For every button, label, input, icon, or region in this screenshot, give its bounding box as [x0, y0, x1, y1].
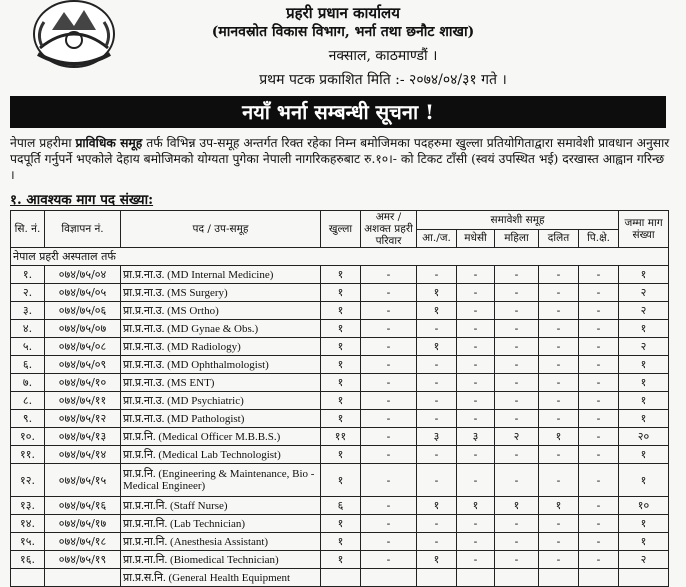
section-title: १. आवश्यक माग पद संख्या:: [10, 192, 154, 208]
cell-sn: १३.: [11, 497, 45, 515]
cell-adv: ०७४/७५/१०: [45, 374, 121, 392]
cell-martyr: -: [361, 320, 417, 338]
cell-madhesi: ३: [457, 428, 495, 446]
cell-aj: -: [417, 515, 457, 533]
group-row: नेपाल प्रहरी अस्पताल तर्फ: [11, 248, 669, 266]
cell-mahila: -: [495, 392, 539, 410]
cell-post: प्रा.प्र.ना.उ. (MD Internal Medicine): [121, 266, 321, 284]
cell-adv: ०७४/७५/१३: [45, 428, 121, 446]
cell-madhesi: -: [457, 284, 495, 302]
cell-aj: १: [417, 497, 457, 515]
cell-adv: [45, 569, 121, 587]
table-row: [11, 428, 669, 446]
cell-madhesi: -: [457, 338, 495, 356]
cell-post: प्रा.प्र.नि. (Medical Officer M.B.B.S.): [121, 428, 321, 446]
cell-sn: ३.: [11, 302, 45, 320]
cell-open: १: [321, 356, 361, 374]
cell-adv: ०७४/७५/०७: [45, 320, 121, 338]
cell-open: १: [321, 551, 361, 569]
cell-pichhe: -: [579, 497, 619, 515]
cell-aj: १: [417, 338, 457, 356]
cell-post: प्रा.प्र.ना.नि. (Lab Technician): [121, 515, 321, 533]
table-row: [11, 515, 669, 533]
table-row: [11, 551, 669, 569]
cell-adv: ०७४/७५/१७: [45, 515, 121, 533]
cell-martyr: -: [361, 533, 417, 551]
col-mahila: महिला: [495, 229, 539, 248]
cell-martyr: -: [361, 410, 417, 428]
col-adv-no: विज्ञापन नं.: [45, 211, 121, 248]
col-dalit: दलित: [539, 229, 579, 248]
cell-total: [619, 569, 669, 587]
cell-aj: -: [417, 446, 457, 464]
col-sn: सि. नं.: [11, 211, 45, 248]
cell-open: १: [321, 320, 361, 338]
cell-aj: -: [417, 464, 457, 497]
department-name: (मानवस्रोत विकास विभाग, भर्ना तथा छनौट शाखा): [211, 24, 475, 40]
cell-sn: १५.: [11, 533, 45, 551]
cell-mahila: २: [495, 428, 539, 446]
table-row: [11, 497, 669, 515]
cell-mahila: [495, 569, 539, 587]
cell-pichhe: -: [579, 392, 619, 410]
cell-madhesi: -: [457, 410, 495, 428]
cell-total: १: [619, 374, 669, 392]
table-row: [11, 302, 669, 320]
cell-dalit: -: [539, 284, 579, 302]
cell-adv: ०७४/७५/११: [45, 392, 121, 410]
cell-post: प्रा.प्र.ना.उ. (MD Radiology): [121, 338, 321, 356]
cell-madhesi: -: [457, 392, 495, 410]
cell-mahila: -: [495, 464, 539, 497]
cell-total: १: [619, 533, 669, 551]
col-martyr-family: अमर / अशक्त प्रहरी परिवार: [361, 211, 417, 248]
cell-madhesi: -: [457, 302, 495, 320]
cell-sn: १.: [11, 266, 45, 284]
cell-madhesi: -: [457, 551, 495, 569]
cell-martyr: -: [361, 428, 417, 446]
cell-aj: -: [417, 374, 457, 392]
cell-martyr: -: [361, 551, 417, 569]
cell-sn: ११.: [11, 446, 45, 464]
cell-dalit: -: [539, 338, 579, 356]
cell-madhesi: -: [457, 374, 495, 392]
table-row: [11, 392, 669, 410]
cell-pichhe: -: [579, 338, 619, 356]
cell-sn: ४.: [11, 320, 45, 338]
cell-adv: ०७४/७५/०५: [45, 284, 121, 302]
table-row: [11, 569, 669, 587]
cell-madhesi: -: [457, 356, 495, 374]
table-row: [11, 410, 669, 428]
col-inclusive-group: समावेशी समूह: [417, 211, 619, 230]
table-row: [11, 446, 669, 464]
cell-madhesi: [457, 569, 495, 587]
cell-pichhe: -: [579, 446, 619, 464]
cell-aj: ३: [417, 428, 457, 446]
cell-madhesi: १: [457, 497, 495, 515]
cell-sn: ७.: [11, 374, 45, 392]
cell-aj: [417, 569, 457, 587]
cell-post: प्रा.प्र.ना.उ. (MS Ortho): [121, 302, 321, 320]
cell-open: १: [321, 515, 361, 533]
cell-martyr: -: [361, 356, 417, 374]
cell-adv: ०७४/७५/०९: [45, 356, 121, 374]
letterhead: [0, 0, 686, 96]
cell-mahila: -: [495, 446, 539, 464]
cell-sn: ९.: [11, 410, 45, 428]
intro-text-end: तर्फ विभिन्न उप-समूह अन्तर्गत रिक्त रहेका निम्न बमोजिमका पदहरुमा खुल्ला प्रतियोगिताद्वारा समावेशी प्रावधान अनुसार पदपूर्ति गर्नुपर्ने भएकोले देहाय बमोजिमको योग्यता पुगेका नेपाली नागरिकहरुबाट रु.१०।- को टिकट टाँसी (स्वयं उपस्थित भई) दरखास्त आह्वान गरिन्छ ।: [10, 136, 670, 182]
cell-aj: १: [417, 551, 457, 569]
cell-adv: ०७४/७५/१२: [45, 410, 121, 428]
cell-total: १: [619, 464, 669, 497]
cell-dalit: -: [539, 533, 579, 551]
cell-pichhe: -: [579, 533, 619, 551]
cell-sn: १०.: [11, 428, 45, 446]
cell-aj: -: [417, 533, 457, 551]
cell-pichhe: -: [579, 302, 619, 320]
cell-post: प्रा.प्र.ना.उ. (MS ENT): [121, 374, 321, 392]
col-open: खुल्ला: [321, 211, 361, 248]
cell-pichhe: -: [579, 410, 619, 428]
cell-open: १: [321, 446, 361, 464]
table-row: [11, 356, 669, 374]
table-row: [11, 320, 669, 338]
cell-open: १: [321, 374, 361, 392]
cell-aj: -: [417, 356, 457, 374]
cell-mahila: -: [495, 356, 539, 374]
cell-mahila: १: [495, 497, 539, 515]
cell-open: १: [321, 302, 361, 320]
cell-mahila: -: [495, 410, 539, 428]
office-address: नक्साल, काठमाण्डौं ।: [328, 48, 438, 64]
cell-post: प्रा.प्र.ना.उ. (MD Psychiatric): [121, 392, 321, 410]
cell-pichhe: -: [579, 464, 619, 497]
cell-sn: [11, 569, 45, 587]
cell-pichhe: -: [579, 374, 619, 392]
table-row: [11, 374, 669, 392]
cell-open: ६: [321, 497, 361, 515]
cell-adv: ०७४/७५/०६: [45, 302, 121, 320]
cell-pichhe: [579, 569, 619, 587]
cell-sn: ८.: [11, 392, 45, 410]
cell-adv: ०७४/७५/१९: [45, 551, 121, 569]
vacancy-table: [10, 210, 669, 587]
table-row: [11, 533, 669, 551]
cell-pichhe: -: [579, 551, 619, 569]
cell-mahila: -: [495, 533, 539, 551]
col-total: जम्मा माग संख्या: [619, 211, 669, 248]
cell-total: १: [619, 356, 669, 374]
cell-mahila: -: [495, 302, 539, 320]
cell-mahila: -: [495, 284, 539, 302]
cell-post: प्रा.प्र.ना.उ. (MD Pathologist): [121, 410, 321, 428]
cell-dalit: -: [539, 320, 579, 338]
publish-date: प्रथम पटक प्रकाशित मिति :- २०७४/०४/३१ गते ।: [259, 72, 507, 88]
cell-dalit: -: [539, 392, 579, 410]
office-name: प्रहरी प्रधान कार्यालय: [286, 4, 400, 22]
cell-pichhe: -: [579, 284, 619, 302]
cell-dalit: -: [539, 464, 579, 497]
cell-dalit: -: [539, 374, 579, 392]
table-row: [11, 266, 669, 284]
col-aj: आ./ज.: [417, 229, 457, 248]
cell-martyr: -: [361, 446, 417, 464]
cell-mahila: -: [495, 266, 539, 284]
cell-open: १: [321, 284, 361, 302]
cell-post: प्रा.प्र.स.नि. (General Health Equipment: [121, 569, 321, 587]
cell-total: १: [619, 446, 669, 464]
cell-open: १: [321, 533, 361, 551]
col-post: पद / उप-समूह: [121, 211, 321, 248]
table-row: [11, 338, 669, 356]
notice-banner: नयाँ भर्ना सम्बन्धी सूचना !: [10, 96, 666, 128]
cell-madhesi: -: [457, 320, 495, 338]
cell-dalit: [539, 569, 579, 587]
cell-aj: १: [417, 284, 457, 302]
cell-post: प्रा.प्र.ना.नि. (Staff Nurse): [121, 497, 321, 515]
cell-open: १: [321, 410, 361, 428]
cell-mahila: -: [495, 551, 539, 569]
col-pichhe: पि.क्षे.: [579, 229, 619, 248]
cell-dalit: -: [539, 356, 579, 374]
cell-aj: १: [417, 302, 457, 320]
cell-total: १: [619, 266, 669, 284]
cell-post: प्रा.प्र.ना.नि. (Anesthesia Assistant): [121, 533, 321, 551]
cell-dalit: १: [539, 497, 579, 515]
cell-dalit: -: [539, 551, 579, 569]
cell-post: प्रा.प्र.ना.उ. (MD Gynae & Obs.): [121, 320, 321, 338]
cell-total: २: [619, 338, 669, 356]
intro-paragraph: [10, 135, 670, 183]
cell-martyr: -: [361, 338, 417, 356]
cell-post: प्रा.प्र.ना.उ. (MS Surgery): [121, 284, 321, 302]
cell-total: १: [619, 410, 669, 428]
cell-total: २: [619, 284, 669, 302]
cell-mahila: -: [495, 320, 539, 338]
intro-text-bold: प्राविधिक समूह: [75, 135, 143, 150]
cell-aj: -: [417, 320, 457, 338]
cell-total: १: [619, 320, 669, 338]
cell-martyr: -: [361, 374, 417, 392]
cell-open: १: [321, 338, 361, 356]
cell-pichhe: -: [579, 428, 619, 446]
cell-adv: ०७४/७५/०८: [45, 338, 121, 356]
cell-adv: ०७४/७५/१८: [45, 533, 121, 551]
cell-sn: २.: [11, 284, 45, 302]
table-row: [11, 284, 669, 302]
col-madhesi: मधेसी: [457, 229, 495, 248]
cell-dalit: -: [539, 410, 579, 428]
cell-madhesi: -: [457, 464, 495, 497]
cell-post: प्रा.प्र.ना.उ. (MD Ophthalmologist): [121, 356, 321, 374]
cell-martyr: -: [361, 464, 417, 497]
cell-martyr: -: [361, 302, 417, 320]
cell-martyr: -: [361, 515, 417, 533]
cell-open: १: [321, 392, 361, 410]
cell-post: प्रा.प्र.नि. (Medical Lab Technologist): [121, 446, 321, 464]
cell-martyr: -: [361, 266, 417, 284]
cell-post: प्रा.प्र.ना.नि. (Biomedical Technician): [121, 551, 321, 569]
cell-mahila: -: [495, 338, 539, 356]
cell-pichhe: -: [579, 515, 619, 533]
intro-text-start: नेपाल प्रहरीमा: [10, 136, 76, 150]
cell-open: १: [321, 464, 361, 497]
cell-martyr: -: [361, 392, 417, 410]
cell-post: प्रा.प्र.नि. (Engineering & Maintenance, Bio -Medical Engineer): [121, 464, 321, 497]
cell-mahila: -: [495, 515, 539, 533]
cell-open: ११: [321, 428, 361, 446]
cell-mahila: -: [495, 374, 539, 392]
cell-martyr: -: [361, 497, 417, 515]
cell-aj: -: [417, 410, 457, 428]
cell-total: २०: [619, 428, 669, 446]
cell-aj: -: [417, 392, 457, 410]
cell-madhesi: -: [457, 533, 495, 551]
cell-dalit: -: [539, 446, 579, 464]
cell-sn: १६.: [11, 551, 45, 569]
cell-dalit: १: [539, 428, 579, 446]
cell-adv: ०७४/७५/१५: [45, 464, 121, 497]
cell-dalit: -: [539, 266, 579, 284]
cell-open: १: [321, 266, 361, 284]
cell-total: १०: [619, 497, 669, 515]
cell-adv: ०७४/७५/१६: [45, 497, 121, 515]
cell-adv: ०७४/७५/१४: [45, 446, 121, 464]
cell-total: १: [619, 392, 669, 410]
cell-madhesi: -: [457, 266, 495, 284]
table-row: [11, 464, 669, 497]
cell-dalit: -: [539, 515, 579, 533]
cell-aj: -: [417, 266, 457, 284]
cell-sn: ६.: [11, 356, 45, 374]
cell-pichhe: -: [579, 356, 619, 374]
cell-total: २: [619, 302, 669, 320]
cell-sn: १२.: [11, 464, 45, 497]
cell-open: [321, 569, 361, 587]
cell-total: १: [619, 515, 669, 533]
cell-martyr: [361, 569, 417, 587]
cell-adv: ०७४/७५/०४: [45, 266, 121, 284]
cell-madhesi: -: [457, 446, 495, 464]
cell-pichhe: -: [579, 266, 619, 284]
cell-total: २: [619, 551, 669, 569]
cell-sn: ५.: [11, 338, 45, 356]
cell-martyr: -: [361, 284, 417, 302]
cell-sn: १४.: [11, 515, 45, 533]
cell-dalit: -: [539, 302, 579, 320]
cell-madhesi: -: [457, 515, 495, 533]
cell-pichhe: -: [579, 320, 619, 338]
